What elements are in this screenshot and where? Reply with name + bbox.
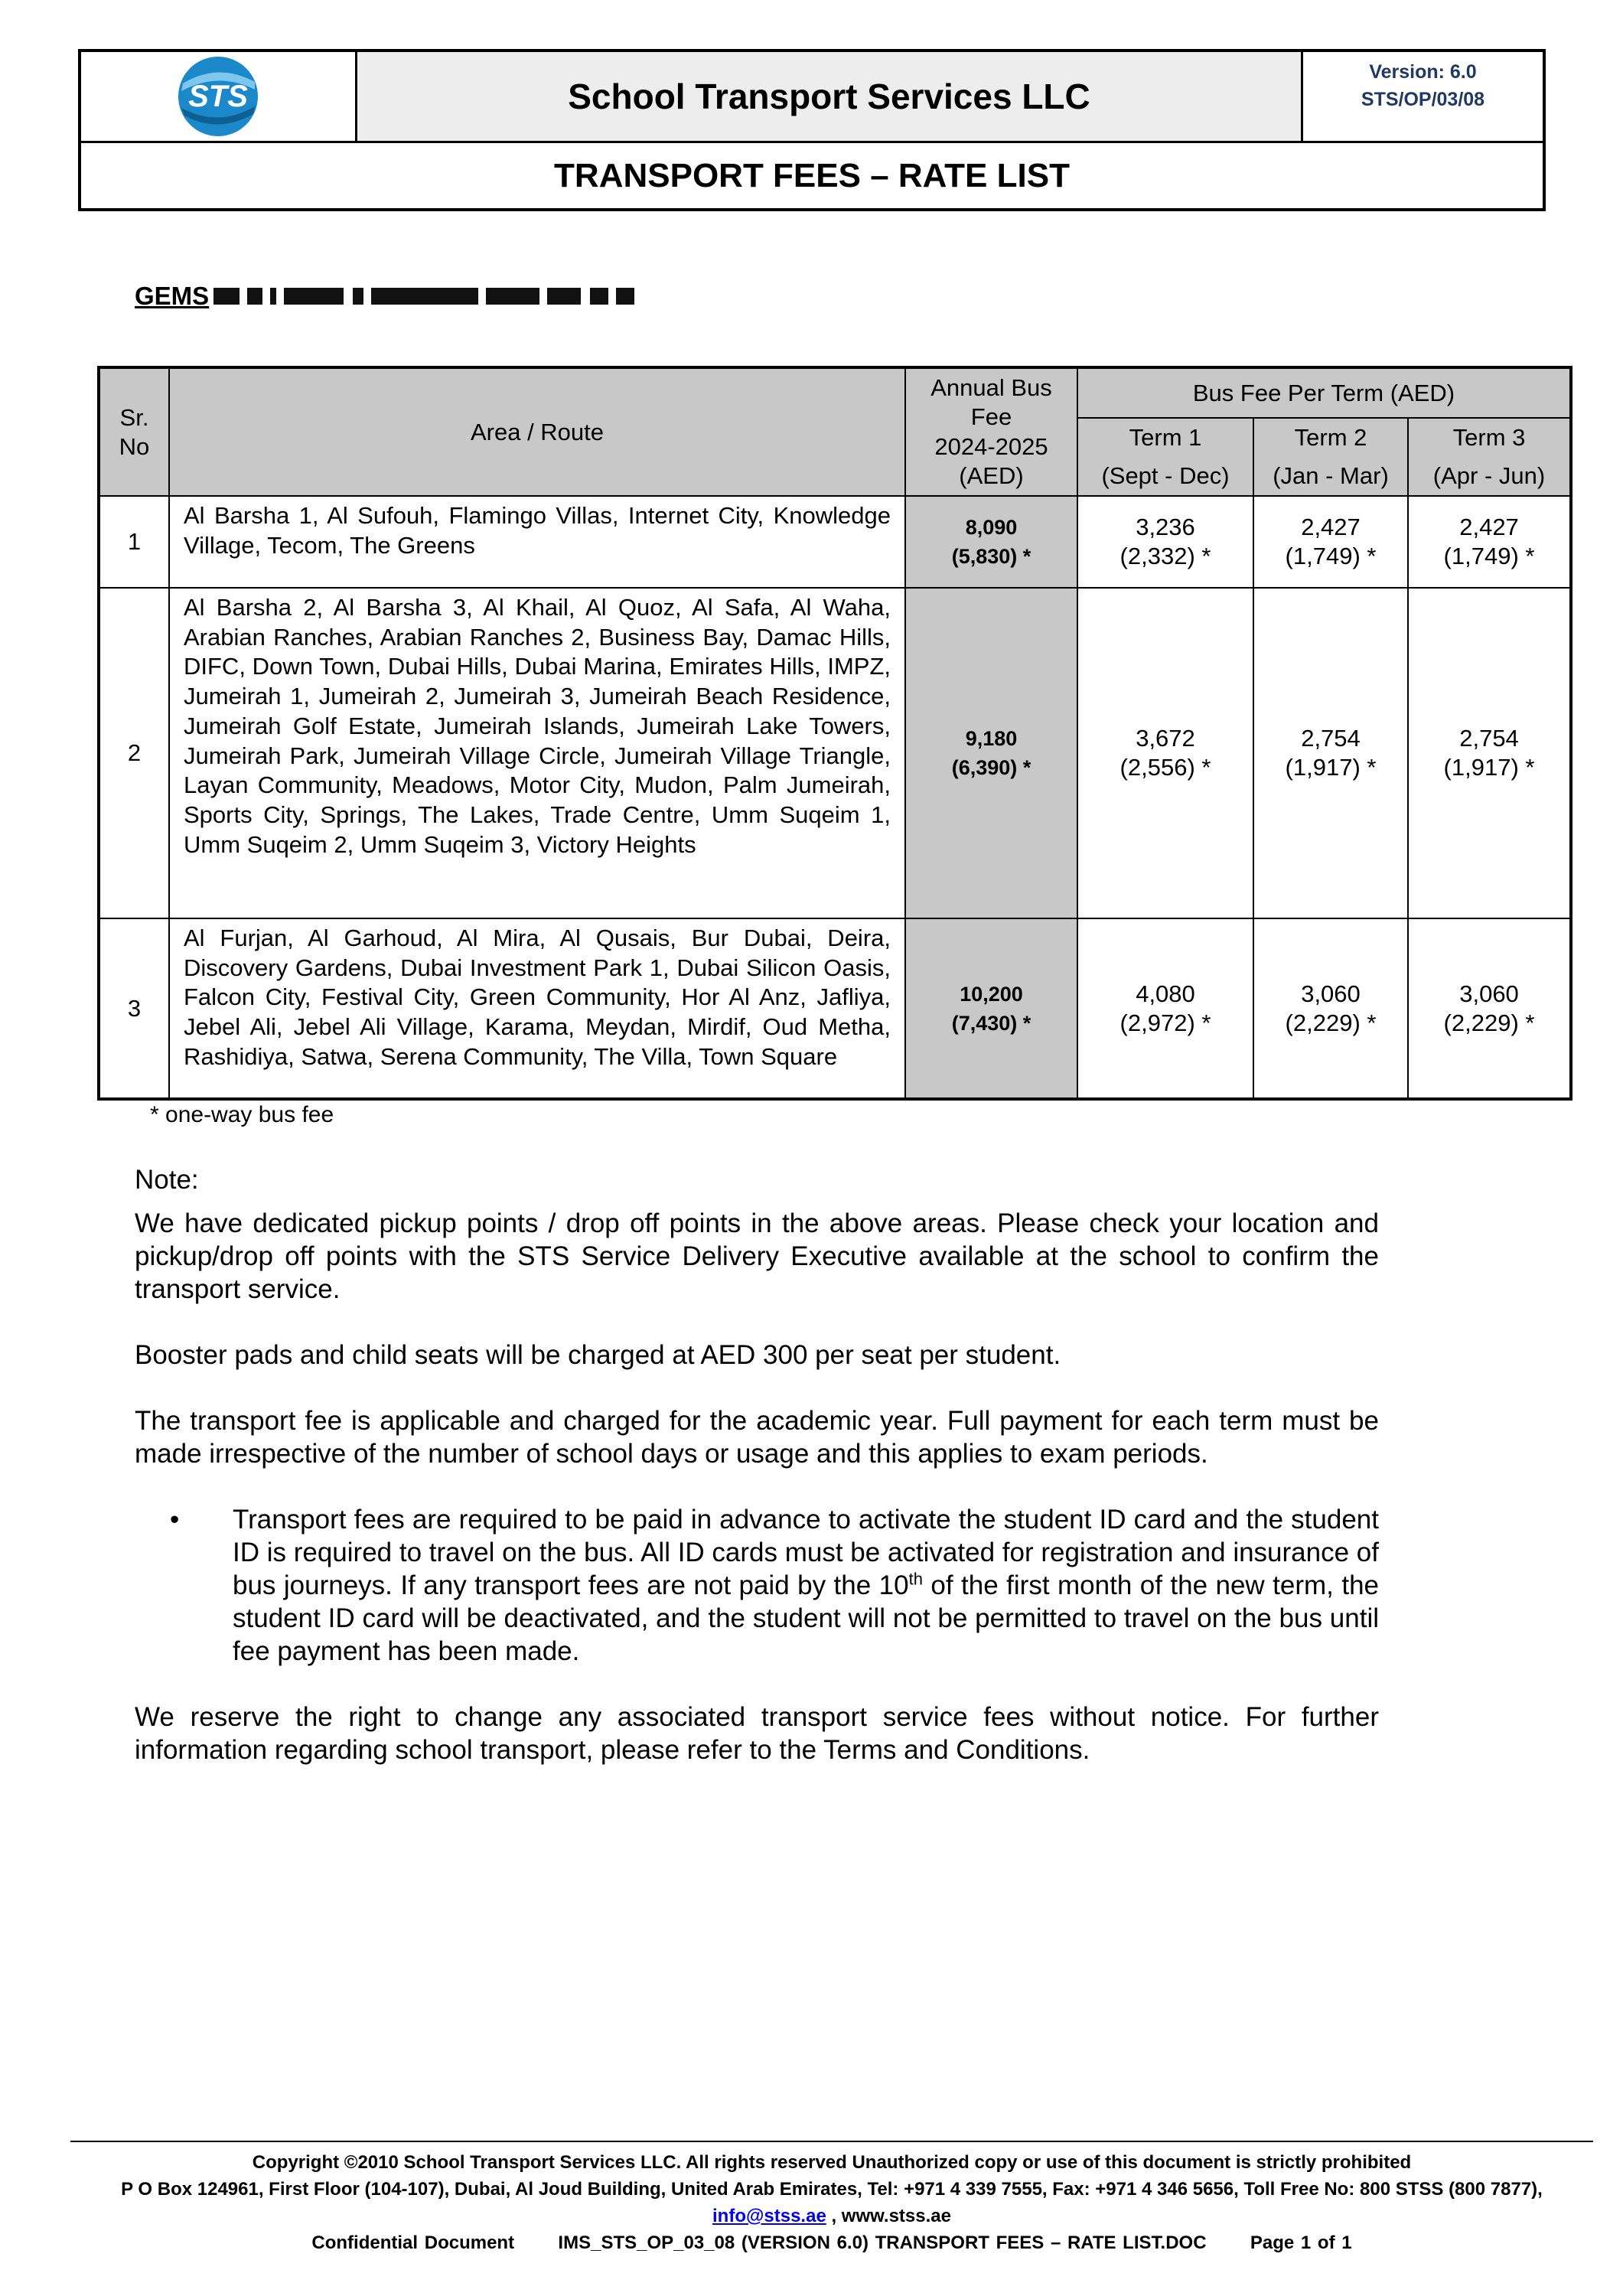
rates-table — [97, 366, 1572, 1101]
row-term-2 — [1253, 496, 1408, 588]
term-2-label: Term 2 — [1294, 424, 1367, 451]
sts-logo-icon — [172, 54, 264, 139]
term-fee-oneway: (1,917) * — [1443, 754, 1535, 781]
term-1-period: (Sept - Dec) — [1101, 462, 1230, 489]
header-sr-no: Sr. No — [99, 367, 169, 496]
footer-copyright: Copyright ©2010 School Transport Services LLC. All rights reserved Unauthorized copy or use of this document is strictly prohibited — [252, 2152, 1412, 2173]
row-term-3 — [1408, 588, 1571, 918]
footer-address: P O Box 124961, First Floor (104-107), Dubai, Al Joud Building, United Arab Emirates, Tel: +971 4 339 7555, Fax: +971 4 346 5656, Toll Free No: 800 STSS (800 7877), — [121, 2179, 1543, 2200]
footer-contact — [70, 2203, 1593, 2229]
row-sr: 2 — [99, 588, 169, 918]
page-number: Page 1 of 1 — [1250, 2232, 1352, 2253]
doc-filename: IMS_STS_OP_03_08 (VERSION 6.0) TRANSPORT FEES – RATE LIST.DOC — [558, 2232, 1207, 2253]
term-fee: 4,080 — [1136, 980, 1195, 1007]
annual-line-1: Annual Bus — [930, 373, 1052, 401]
term-fee: 3,236 — [1136, 514, 1195, 540]
row-term-2 — [1253, 588, 1408, 918]
row-annual-fee — [905, 918, 1077, 1099]
row-term-1 — [1077, 496, 1253, 588]
confidential-label: Confidential Document — [311, 2232, 515, 2253]
sts-logo — [81, 52, 357, 141]
annual-fee-oneway: (5,830) * — [951, 545, 1031, 568]
document-footer — [70, 2149, 1593, 2256]
row-term-1 — [1077, 588, 1253, 918]
website-text: , www.stss.ae — [826, 2206, 951, 2226]
school-name — [135, 282, 642, 311]
header-annual-fee — [905, 367, 1077, 496]
term-3-label: Term 3 — [1452, 424, 1526, 451]
header-term-1 — [1077, 418, 1253, 496]
term-fee-oneway: (2,229) * — [1443, 1009, 1535, 1036]
version-label: Version: 6.0 — [1369, 61, 1477, 83]
row-term-3 — [1408, 918, 1571, 1099]
table-row — [99, 918, 1571, 1099]
term-fee-oneway: (1,749) * — [1285, 543, 1377, 569]
table-row — [99, 588, 1571, 918]
header-area-route: Area / Route — [169, 367, 905, 496]
row-sr: 3 — [99, 918, 169, 1099]
term-fee-oneway: (2,556) * — [1119, 754, 1211, 781]
company-name: School Transport Services LLC — [357, 52, 1303, 141]
term-fee-oneway: (1,749) * — [1443, 543, 1535, 569]
note-paragraph: We have dedicated pickup points / drop off points in the above areas. Please check your location and pickup/drop off points with the STS Service Delivery Executive available at the school to confirm the transport service. — [135, 1208, 1379, 1304]
doc-code: STS/OP/03/08 — [1361, 89, 1485, 110]
term-fee: 2,427 — [1459, 514, 1519, 540]
logo-text: STS — [188, 80, 248, 113]
annual-fee: 8,090 — [965, 516, 1018, 539]
term-3-period: (Apr - Jun) — [1432, 462, 1546, 489]
note-bullet — [135, 1503, 1379, 1668]
term-fee-oneway: (2,972) * — [1119, 1009, 1211, 1036]
term-fee-oneway: (2,229) * — [1285, 1009, 1377, 1036]
row-sr: 1 — [99, 496, 169, 588]
table-header-row — [99, 367, 1571, 418]
row-area: Al Furjan, Al Garhoud, Al Mira, Al Qusais, Bur Dubai, Deira, Discovery Gardens, Dubai Investment Park 1, Dubai Silicon Oasis, Falcon City, Festival City, Green Community, Hor Al Anz, Jafliya, Jebel Ali, Jebel Ali Village, Karama, Meydan, Mirdif, Oud Metha, Rashidiya, Satwa, Serena Community, The Villa, Town Square — [169, 918, 905, 1099]
notes-section — [135, 1163, 1379, 1799]
row-term-2 — [1253, 918, 1408, 1099]
annual-fee-oneway: (6,390) * — [951, 756, 1031, 779]
header-term-2 — [1253, 418, 1408, 496]
row-term-1 — [1077, 918, 1253, 1099]
term-fee-oneway: (2,332) * — [1119, 543, 1211, 569]
row-annual-fee — [905, 496, 1077, 588]
term-fee: 2,754 — [1301, 725, 1361, 752]
email-link[interactable]: info@stss.ae — [712, 2206, 826, 2226]
document-header — [78, 49, 1546, 211]
footer-divider — [70, 2141, 1593, 2142]
annual-fee: 9,180 — [965, 727, 1018, 750]
bullet-text-b: of the first month of the new term, the student ID card will be deactivated, and the student will not be permitted to travel on the bus until fee payment has been made. — [233, 1570, 1379, 1666]
term-fee: 3,060 — [1459, 980, 1519, 1007]
header-term-3 — [1408, 418, 1571, 496]
annual-line-2: Fee — [970, 403, 1012, 430]
notes-title: Note: — [135, 1165, 199, 1195]
row-area: Al Barsha 1, Al Sufouh, Flamingo Villas, Internet City, Knowledge Village, Tecom, The Greens — [169, 496, 905, 588]
table-row — [99, 496, 1571, 588]
term-1-label: Term 1 — [1129, 424, 1202, 451]
bullet-icon: • — [170, 1505, 180, 1534]
annual-line-3: 2024-2025 — [934, 432, 1048, 460]
redacted-school-name — [213, 285, 642, 308]
header-per-term: Bus Fee Per Term (AED) — [1077, 367, 1571, 418]
footer-doc-info — [70, 2229, 1593, 2256]
term-fee: 2,754 — [1459, 725, 1519, 752]
term-fee: 3,672 — [1136, 725, 1195, 752]
document-subtitle: TRANSPORT FEES – RATE LIST — [554, 156, 1070, 194]
note-paragraph: Booster pads and child seats will be charged at AED 300 per seat per student. — [135, 1340, 1061, 1370]
note-paragraph: We reserve the right to change any associated transport service fees without notice. For further information regarding school transport, please refer to the Terms and Conditions. — [135, 1702, 1379, 1765]
school-prefix: GEMS — [135, 282, 210, 310]
row-area: Al Barsha 2, Al Barsha 3, Al Khail, Al Quoz, Al Safa, Al Waha, Arabian Ranches, Arabian Ranches 2, Business Bay, Damac Hills, DIFC, Down Town, Dubai Hills, Dubai Marina, Emirates Hills, IMPZ, Jumeirah 1, Jumeirah 2, Jumeirah 3, Jumeirah Beach Residence, Jumeirah Golf Estate, Jumeirah Islands, Jumeirah Lake Towers, Jumeirah Park, Jumeirah Village Circle, Jumeirah Village Triangle, Layan Community, Meadows, Motor City, Mudon, Palm Jumeirah, Sports City, Springs, The Lakes, Trade Centre, Umm Suqeim 1, Umm Suqeim 2, Umm Suqeim 3, Victory Heights — [169, 588, 905, 918]
row-annual-fee — [905, 588, 1077, 918]
annual-line-4: (AED) — [959, 462, 1024, 489]
row-term-3 — [1408, 496, 1571, 588]
table-footnote: * one-way bus fee — [150, 1102, 334, 1127]
header-top-row — [81, 52, 1543, 143]
version-block — [1303, 52, 1543, 141]
annual-fee-oneway: (7,430) * — [951, 1011, 1031, 1035]
bullet-text-a: Transport fees are required to be paid in advance to activate the student ID card and the student ID is required to travel on the bus. All ID cards must be activated for registration and insurance of bus journeys. If any transport fees are not paid by the 10 — [233, 1505, 1379, 1600]
bullet-superscript: th — [908, 1569, 923, 1589]
annual-fee: 10,200 — [960, 982, 1023, 1006]
term-fee: 3,060 — [1301, 980, 1361, 1007]
note-paragraph: The transport fee is applicable and charged for the academic year. Full payment for each term must be made irrespective of the number of school days or usage and this applies to exam periods. — [135, 1406, 1379, 1469]
term-fee: 2,427 — [1301, 514, 1361, 540]
term-fee-oneway: (1,917) * — [1285, 754, 1377, 781]
term-2-period: (Jan - Mar) — [1273, 462, 1389, 489]
